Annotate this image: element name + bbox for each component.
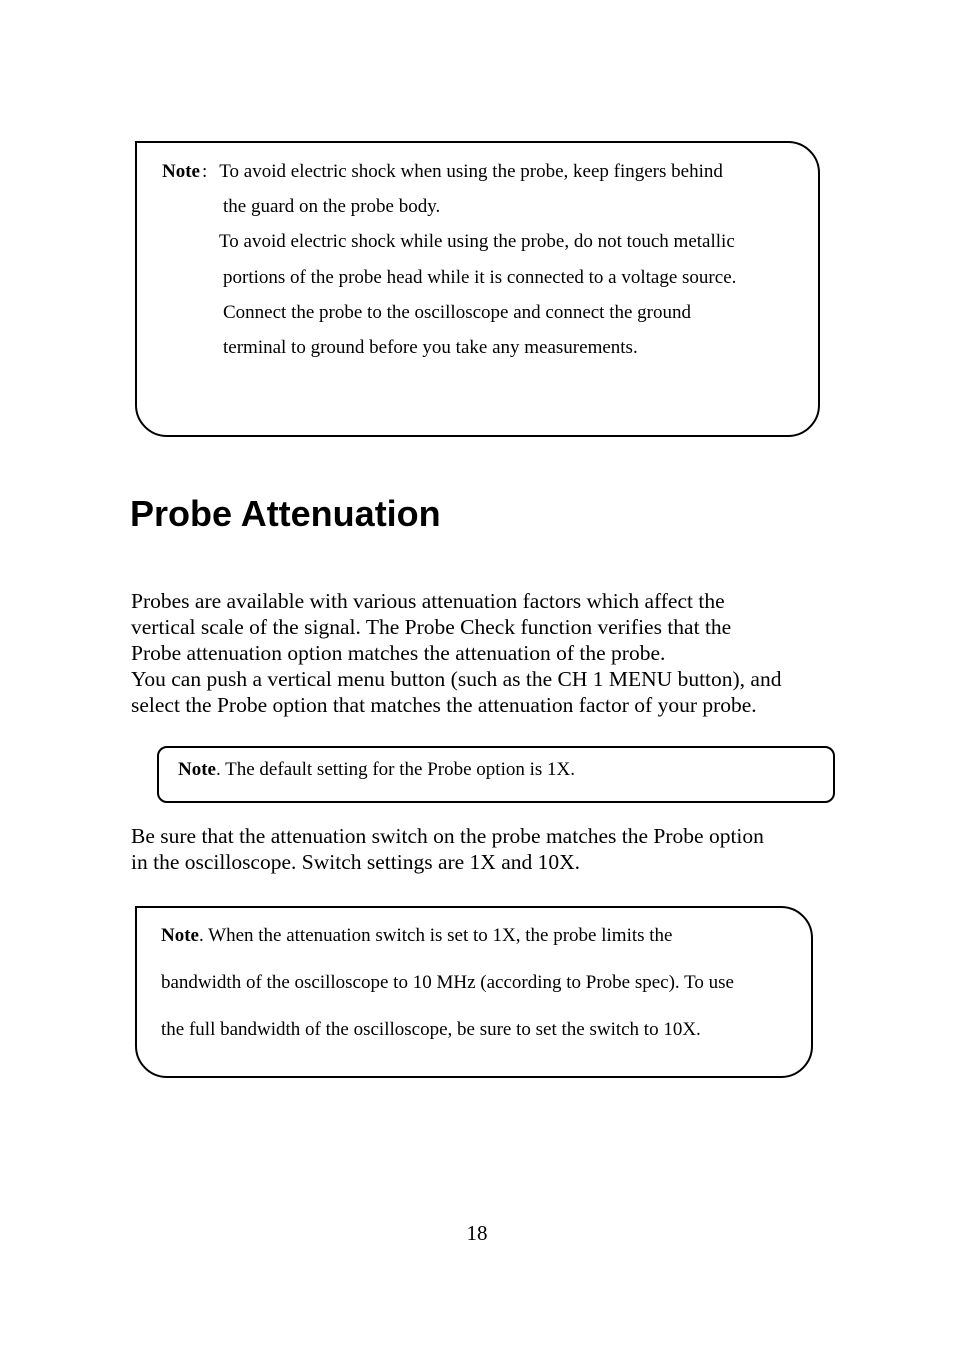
note-label: Note xyxy=(162,161,200,182)
note-1-line-2: the guard on the probe body. xyxy=(223,196,441,217)
note-1-line-4: portions of the probe head while it is connected to a voltage source. xyxy=(223,267,737,288)
note-label: Note xyxy=(161,925,199,946)
note-text: . The default setting for the Probe option is 1X. xyxy=(215,759,575,780)
note-1-line-3: To avoid electric shock while using the probe, do not touch metallic xyxy=(219,231,735,252)
note-text: To avoid electric shock when using the probe, keep fingers behind xyxy=(219,161,723,182)
page-number: 18 xyxy=(466,1221,488,1245)
paragraph-1-line-4: You can push a vertical menu button (such as the CH 1 MENU button), and xyxy=(131,667,782,691)
note-label: Note xyxy=(178,759,216,780)
note-text: . When the attenuation switch is set to 1X, the probe limits the xyxy=(198,925,673,946)
note-3-line-1 xyxy=(161,925,673,947)
note-1-line-1 xyxy=(162,161,723,183)
paragraph-1-line-1: Probes are available with various attenuation factors which affect the xyxy=(131,589,725,613)
paragraph-1-line-3: Probe attenuation option matches the attenuation of the probe. xyxy=(131,641,666,665)
note-2-line xyxy=(178,759,575,781)
section-heading: Probe Attenuation xyxy=(130,493,441,534)
paragraph-1-line-2: vertical scale of the signal. The Probe Check function verifies that the xyxy=(131,615,732,639)
note-3-line-2: bandwidth of the oscilloscope to 10 MHz (according to Probe spec). To use xyxy=(161,972,734,993)
note-box-electric-shock xyxy=(135,141,820,437)
paragraph-2-line-1: Be sure that the attenuation switch on the probe matches the Probe option xyxy=(131,824,764,848)
note-separator: : xyxy=(201,161,208,182)
note-1-line-6: terminal to ground before you take any measurements. xyxy=(223,337,638,358)
note-1-line-5: Connect the probe to the oscilloscope and connect the ground xyxy=(223,302,692,323)
paragraph-1-line-5: select the Probe option that matches the attenuation factor of your probe. xyxy=(131,693,757,717)
note-3-line-3: the full bandwidth of the oscilloscope, be sure to set the switch to 10X. xyxy=(161,1019,701,1040)
paragraph-2-line-2: in the oscilloscope. Switch settings are 1X and 10X. xyxy=(131,850,581,874)
